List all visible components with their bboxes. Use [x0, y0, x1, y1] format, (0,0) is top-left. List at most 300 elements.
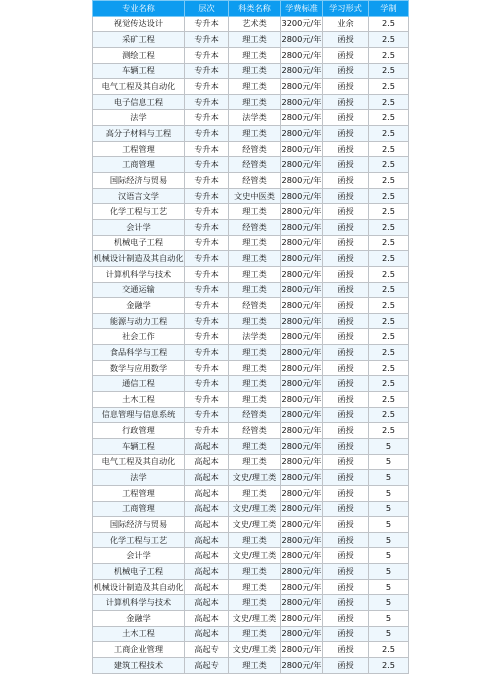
cell-level: 高起本: [185, 517, 229, 533]
cell-tuition: 2800元/年: [281, 313, 323, 329]
header-tuition: 学费标准: [281, 1, 323, 17]
cell-study-mode: 函授: [323, 298, 369, 314]
cell-level: 高起本: [185, 501, 229, 517]
cell-major-name: 社会工作: [93, 329, 185, 345]
cell-study-mode: 函授: [323, 313, 369, 329]
cell-level: 高起本: [185, 470, 229, 486]
cell-category: 理工类: [229, 126, 281, 142]
cell-study-mode: 函授: [323, 423, 369, 439]
cell-tuition: 2800元/年: [281, 126, 323, 142]
header-level: 层次: [185, 1, 229, 17]
cell-duration: 5: [369, 485, 409, 501]
cell-duration: 2.5: [369, 79, 409, 95]
cell-tuition: 2800元/年: [281, 110, 323, 126]
cell-tuition: 3200元/年: [281, 16, 323, 32]
cell-study-mode: 函授: [323, 157, 369, 173]
cell-category: 理工类: [229, 32, 281, 48]
cell-level: 专升本: [185, 204, 229, 220]
cell-study-mode: 函授: [323, 329, 369, 345]
cell-study-mode: 函授: [323, 32, 369, 48]
cell-study-mode: 函授: [323, 266, 369, 282]
cell-duration: 5: [369, 517, 409, 533]
cell-major-name: 车辆工程: [93, 438, 185, 454]
cell-category: 理工类: [229, 63, 281, 79]
cell-tuition: 2800元/年: [281, 579, 323, 595]
table-row: [93, 251, 409, 267]
cell-study-mode: 函授: [323, 188, 369, 204]
program-table: [92, 0, 409, 674]
cell-study-mode: 函授: [323, 235, 369, 251]
cell-study-mode: 函授: [323, 517, 369, 533]
cell-major-name: 数学与应用数学: [93, 360, 185, 376]
cell-duration: 2.5: [369, 126, 409, 142]
cell-duration: 5: [369, 595, 409, 611]
cell-level: 高起本: [185, 610, 229, 626]
cell-major-name: 建筑工程技术: [93, 657, 185, 673]
cell-tuition: 2800元/年: [281, 141, 323, 157]
cell-duration: 5: [369, 454, 409, 470]
cell-level: 专升本: [185, 157, 229, 173]
cell-tuition: 2800元/年: [281, 548, 323, 564]
cell-duration: 2.5: [369, 345, 409, 361]
cell-level: 专升本: [185, 313, 229, 329]
cell-category: 理工类: [229, 47, 281, 63]
cell-level: 专升本: [185, 141, 229, 157]
cell-tuition: 2800元/年: [281, 79, 323, 95]
cell-tuition: 2800元/年: [281, 345, 323, 361]
cell-major-name: 机械电子工程: [93, 235, 185, 251]
table-body: [93, 16, 409, 673]
cell-study-mode: 函授: [323, 219, 369, 235]
cell-study-mode: 函授: [323, 126, 369, 142]
table-row: [93, 657, 409, 673]
cell-category: 经管类: [229, 423, 281, 439]
cell-major-name: 计算机科学与技术: [93, 266, 185, 282]
cell-tuition: 2800元/年: [281, 173, 323, 189]
cell-category: 理工类: [229, 251, 281, 267]
cell-level: 专升本: [185, 345, 229, 361]
cell-duration: 2.5: [369, 32, 409, 48]
cell-tuition: 2800元/年: [281, 376, 323, 392]
cell-category: 理工类: [229, 438, 281, 454]
cell-duration: 5: [369, 579, 409, 595]
cell-category: 理工类: [229, 532, 281, 548]
cell-tuition: 2800元/年: [281, 626, 323, 642]
cell-duration: 2.5: [369, 407, 409, 423]
cell-study-mode: 函授: [323, 595, 369, 611]
cell-major-name: 国际经济与贸易: [93, 517, 185, 533]
cell-tuition: 2800元/年: [281, 642, 323, 658]
cell-category: 理工类: [229, 79, 281, 95]
cell-study-mode: 函授: [323, 282, 369, 298]
cell-study-mode: 函授: [323, 454, 369, 470]
cell-major-name: 视觉传达设计: [93, 16, 185, 32]
cell-level: 专升本: [185, 251, 229, 267]
cell-category: 理工类: [229, 313, 281, 329]
cell-category: 经管类: [229, 219, 281, 235]
header-row: [93, 1, 409, 17]
cell-major-name: 采矿工程: [93, 32, 185, 48]
cell-study-mode: 函授: [323, 173, 369, 189]
cell-level: 高起本: [185, 595, 229, 611]
cell-duration: 5: [369, 548, 409, 564]
cell-duration: 2.5: [369, 47, 409, 63]
cell-major-name: 机械设计制造及其自动化: [93, 251, 185, 267]
cell-study-mode: 函授: [323, 47, 369, 63]
cell-duration: 2.5: [369, 329, 409, 345]
cell-major-name: 化学工程与工艺: [93, 204, 185, 220]
cell-level: 专升本: [185, 266, 229, 282]
table-row: [93, 235, 409, 251]
cell-tuition: 2800元/年: [281, 204, 323, 220]
cell-level: 高起本: [185, 564, 229, 580]
cell-major-name: 电子信息工程: [93, 94, 185, 110]
cell-category: 文史中医类: [229, 188, 281, 204]
cell-major-name: 工程管理: [93, 141, 185, 157]
cell-tuition: 2800元/年: [281, 657, 323, 673]
cell-category: 理工类: [229, 564, 281, 580]
cell-duration: 2.5: [369, 266, 409, 282]
header-duration: 学制: [369, 1, 409, 17]
cell-duration: 5: [369, 532, 409, 548]
table-row: [93, 642, 409, 658]
cell-category: 理工类: [229, 235, 281, 251]
cell-level: 专升本: [185, 63, 229, 79]
cell-study-mode: 函授: [323, 626, 369, 642]
cell-category: 艺术类: [229, 16, 281, 32]
cell-duration: 5: [369, 438, 409, 454]
cell-category: 理工类: [229, 595, 281, 611]
cell-major-name: 电气工程及其自动化: [93, 79, 185, 95]
table-row: [93, 173, 409, 189]
cell-major-name: 土木工程: [93, 626, 185, 642]
cell-category: 法学类: [229, 110, 281, 126]
cell-category: 文史/理工类: [229, 610, 281, 626]
cell-duration: 2.5: [369, 376, 409, 392]
cell-level: 专升本: [185, 110, 229, 126]
cell-tuition: 2800元/年: [281, 517, 323, 533]
cell-study-mode: 业余: [323, 16, 369, 32]
cell-major-name: 会计学: [93, 548, 185, 564]
cell-major-name: 信息管理与信息系统: [93, 407, 185, 423]
cell-study-mode: 函授: [323, 141, 369, 157]
cell-duration: 2.5: [369, 642, 409, 658]
table-row: [93, 219, 409, 235]
cell-major-name: 食品科学与工程: [93, 345, 185, 361]
cell-major-name: 金融学: [93, 298, 185, 314]
cell-duration: 2.5: [369, 204, 409, 220]
cell-study-mode: 函授: [323, 470, 369, 486]
header-major-name: 专业名称: [93, 1, 185, 17]
cell-category: 理工类: [229, 657, 281, 673]
cell-major-name: 工商企业管理: [93, 642, 185, 658]
cell-tuition: 2800元/年: [281, 470, 323, 486]
cell-category: 理工类: [229, 485, 281, 501]
cell-major-name: 机械电子工程: [93, 564, 185, 580]
table-row: [93, 298, 409, 314]
table-row: [93, 79, 409, 95]
cell-tuition: 2800元/年: [281, 282, 323, 298]
cell-level: 专升本: [185, 282, 229, 298]
cell-major-name: 土木工程: [93, 392, 185, 408]
cell-tuition: 2800元/年: [281, 235, 323, 251]
cell-category: 理工类: [229, 94, 281, 110]
cell-category: 理工类: [229, 392, 281, 408]
cell-tuition: 2800元/年: [281, 47, 323, 63]
cell-tuition: 2800元/年: [281, 438, 323, 454]
table-row: [93, 157, 409, 173]
cell-tuition: 2800元/年: [281, 298, 323, 314]
table-row: [93, 32, 409, 48]
cell-study-mode: 函授: [323, 485, 369, 501]
cell-major-name: 法学: [93, 110, 185, 126]
cell-tuition: 2800元/年: [281, 94, 323, 110]
cell-duration: 2.5: [369, 188, 409, 204]
table-row: [93, 345, 409, 361]
table-row: [93, 626, 409, 642]
table-row: [93, 16, 409, 32]
table-row: [93, 485, 409, 501]
cell-tuition: 2800元/年: [281, 219, 323, 235]
cell-duration: 2.5: [369, 16, 409, 32]
cell-study-mode: 函授: [323, 392, 369, 408]
cell-level: 专升本: [185, 126, 229, 142]
cell-duration: 2.5: [369, 110, 409, 126]
cell-category: 文史/理工类: [229, 501, 281, 517]
cell-study-mode: 函授: [323, 360, 369, 376]
cell-duration: 2.5: [369, 392, 409, 408]
cell-study-mode: 函授: [323, 79, 369, 95]
cell-study-mode: 函授: [323, 110, 369, 126]
table-row: [93, 423, 409, 439]
cell-tuition: 2800元/年: [281, 392, 323, 408]
cell-tuition: 2800元/年: [281, 454, 323, 470]
cell-tuition: 2800元/年: [281, 407, 323, 423]
cell-level: 高起本: [185, 438, 229, 454]
table-row: [93, 501, 409, 517]
cell-duration: 5: [369, 564, 409, 580]
cell-level: 高起本: [185, 454, 229, 470]
cell-major-name: 会计学: [93, 219, 185, 235]
table-row: [93, 595, 409, 611]
cell-duration: 2.5: [369, 157, 409, 173]
cell-category: 理工类: [229, 579, 281, 595]
cell-category: 理工类: [229, 454, 281, 470]
cell-study-mode: 函授: [323, 532, 369, 548]
cell-level: 专升本: [185, 79, 229, 95]
cell-category: 理工类: [229, 376, 281, 392]
cell-level: 专升本: [185, 16, 229, 32]
cell-level: 专升本: [185, 329, 229, 345]
cell-major-name: 能源与动力工程: [93, 313, 185, 329]
cell-level: 专升本: [185, 235, 229, 251]
table-row: [93, 204, 409, 220]
cell-category: 文史/理工类: [229, 517, 281, 533]
cell-tuition: 2800元/年: [281, 266, 323, 282]
table-row: [93, 407, 409, 423]
cell-study-mode: 函授: [323, 63, 369, 79]
table-header: [93, 1, 409, 17]
cell-major-name: 高分子材料与工程: [93, 126, 185, 142]
cell-major-name: 国际经济与贸易: [93, 173, 185, 189]
cell-study-mode: 函授: [323, 251, 369, 267]
cell-tuition: 2800元/年: [281, 360, 323, 376]
table-row: [93, 392, 409, 408]
cell-category: 文史/理工类: [229, 548, 281, 564]
cell-major-name: 金融学: [93, 610, 185, 626]
table-row: [93, 47, 409, 63]
table-row: [93, 282, 409, 298]
cell-major-name: 通信工程: [93, 376, 185, 392]
cell-tuition: 2800元/年: [281, 610, 323, 626]
table-row: [93, 63, 409, 79]
cell-study-mode: 函授: [323, 94, 369, 110]
cell-study-mode: 函授: [323, 564, 369, 580]
cell-tuition: 2800元/年: [281, 32, 323, 48]
cell-level: 专升本: [185, 423, 229, 439]
table-row: [93, 610, 409, 626]
cell-study-mode: 函授: [323, 501, 369, 517]
table-row: [93, 579, 409, 595]
cell-level: 专升本: [185, 360, 229, 376]
cell-level: 专升本: [185, 47, 229, 63]
cell-tuition: 2800元/年: [281, 188, 323, 204]
cell-major-name: 交通运输: [93, 282, 185, 298]
cell-tuition: 2800元/年: [281, 63, 323, 79]
cell-level: 专升本: [185, 219, 229, 235]
cell-tuition: 2800元/年: [281, 564, 323, 580]
cell-duration: 2.5: [369, 423, 409, 439]
cell-duration: 2.5: [369, 360, 409, 376]
cell-duration: 5: [369, 501, 409, 517]
cell-duration: 2.5: [369, 219, 409, 235]
table-row: [93, 548, 409, 564]
header-category: 科类名称: [229, 1, 281, 17]
cell-major-name: 行政管理: [93, 423, 185, 439]
cell-study-mode: 函授: [323, 407, 369, 423]
cell-level: 高起本: [185, 532, 229, 548]
cell-duration: 2.5: [369, 251, 409, 267]
cell-duration: 2.5: [369, 313, 409, 329]
cell-level: 专升本: [185, 407, 229, 423]
cell-duration: 2.5: [369, 173, 409, 189]
table-row: [93, 94, 409, 110]
cell-study-mode: 函授: [323, 657, 369, 673]
cell-category: 经管类: [229, 298, 281, 314]
cell-tuition: 2800元/年: [281, 157, 323, 173]
cell-major-name: 工商管理: [93, 501, 185, 517]
cell-category: 经管类: [229, 407, 281, 423]
cell-category: 文史/理工类: [229, 470, 281, 486]
cell-duration: 2.5: [369, 141, 409, 157]
cell-major-name: 工程管理: [93, 485, 185, 501]
cell-study-mode: 函授: [323, 548, 369, 564]
cell-category: 经管类: [229, 141, 281, 157]
cell-level: 高起本: [185, 548, 229, 564]
header-study-mode: 学习形式: [323, 1, 369, 17]
table-row: [93, 438, 409, 454]
cell-study-mode: 函授: [323, 642, 369, 658]
cell-level: 专升本: [185, 32, 229, 48]
cell-category: 理工类: [229, 360, 281, 376]
cell-major-name: 汉语言文学: [93, 188, 185, 204]
cell-major-name: 法学: [93, 470, 185, 486]
cell-study-mode: 函授: [323, 204, 369, 220]
cell-level: 高起专: [185, 657, 229, 673]
cell-category: 理工类: [229, 345, 281, 361]
cell-major-name: 电气工程及其自动化: [93, 454, 185, 470]
cell-major-name: 测绘工程: [93, 47, 185, 63]
table-row: [93, 266, 409, 282]
table-row: [93, 360, 409, 376]
table-row: [93, 376, 409, 392]
table-row: [93, 470, 409, 486]
cell-tuition: 2800元/年: [281, 329, 323, 345]
cell-major-name: 机械设计制造及其自动化: [93, 579, 185, 595]
cell-category: 文史/理工类: [229, 642, 281, 658]
cell-major-name: 车辆工程: [93, 63, 185, 79]
table-row: [93, 329, 409, 345]
table-row: [93, 141, 409, 157]
cell-category: 理工类: [229, 626, 281, 642]
table-row: [93, 532, 409, 548]
cell-level: 高起本: [185, 626, 229, 642]
table-row: [93, 517, 409, 533]
cell-duration: 2.5: [369, 63, 409, 79]
cell-tuition: 2800元/年: [281, 251, 323, 267]
cell-level: 专升本: [185, 188, 229, 204]
cell-category: 经管类: [229, 173, 281, 189]
cell-study-mode: 函授: [323, 579, 369, 595]
cell-tuition: 2800元/年: [281, 532, 323, 548]
cell-category: 理工类: [229, 282, 281, 298]
cell-category: 理工类: [229, 266, 281, 282]
cell-major-name: 工商管理: [93, 157, 185, 173]
cell-category: 法学类: [229, 329, 281, 345]
cell-tuition: 2800元/年: [281, 595, 323, 611]
cell-study-mode: 函授: [323, 345, 369, 361]
cell-duration: 5: [369, 626, 409, 642]
cell-major-name: 计算机科学与技术: [93, 595, 185, 611]
cell-category: 经管类: [229, 157, 281, 173]
cell-level: 高起专: [185, 642, 229, 658]
cell-level: 专升本: [185, 376, 229, 392]
cell-study-mode: 函授: [323, 376, 369, 392]
table-row: [93, 454, 409, 470]
cell-level: 专升本: [185, 94, 229, 110]
cell-level: 专升本: [185, 392, 229, 408]
cell-study-mode: 函授: [323, 610, 369, 626]
cell-duration: 2.5: [369, 282, 409, 298]
cell-tuition: 2800元/年: [281, 485, 323, 501]
table-row: [93, 188, 409, 204]
cell-level: 专升本: [185, 173, 229, 189]
cell-duration: 2.5: [369, 94, 409, 110]
cell-study-mode: 函授: [323, 438, 369, 454]
table-row: [93, 110, 409, 126]
table-row: [93, 126, 409, 142]
table-row: [93, 564, 409, 580]
cell-duration: 5: [369, 470, 409, 486]
cell-duration: 2.5: [369, 235, 409, 251]
cell-duration: 2.5: [369, 298, 409, 314]
cell-level: 专升本: [185, 298, 229, 314]
cell-level: 高起本: [185, 485, 229, 501]
cell-major-name: 化学工程与工艺: [93, 532, 185, 548]
cell-tuition: 2800元/年: [281, 501, 323, 517]
cell-duration: 5: [369, 610, 409, 626]
cell-level: 高起本: [185, 579, 229, 595]
